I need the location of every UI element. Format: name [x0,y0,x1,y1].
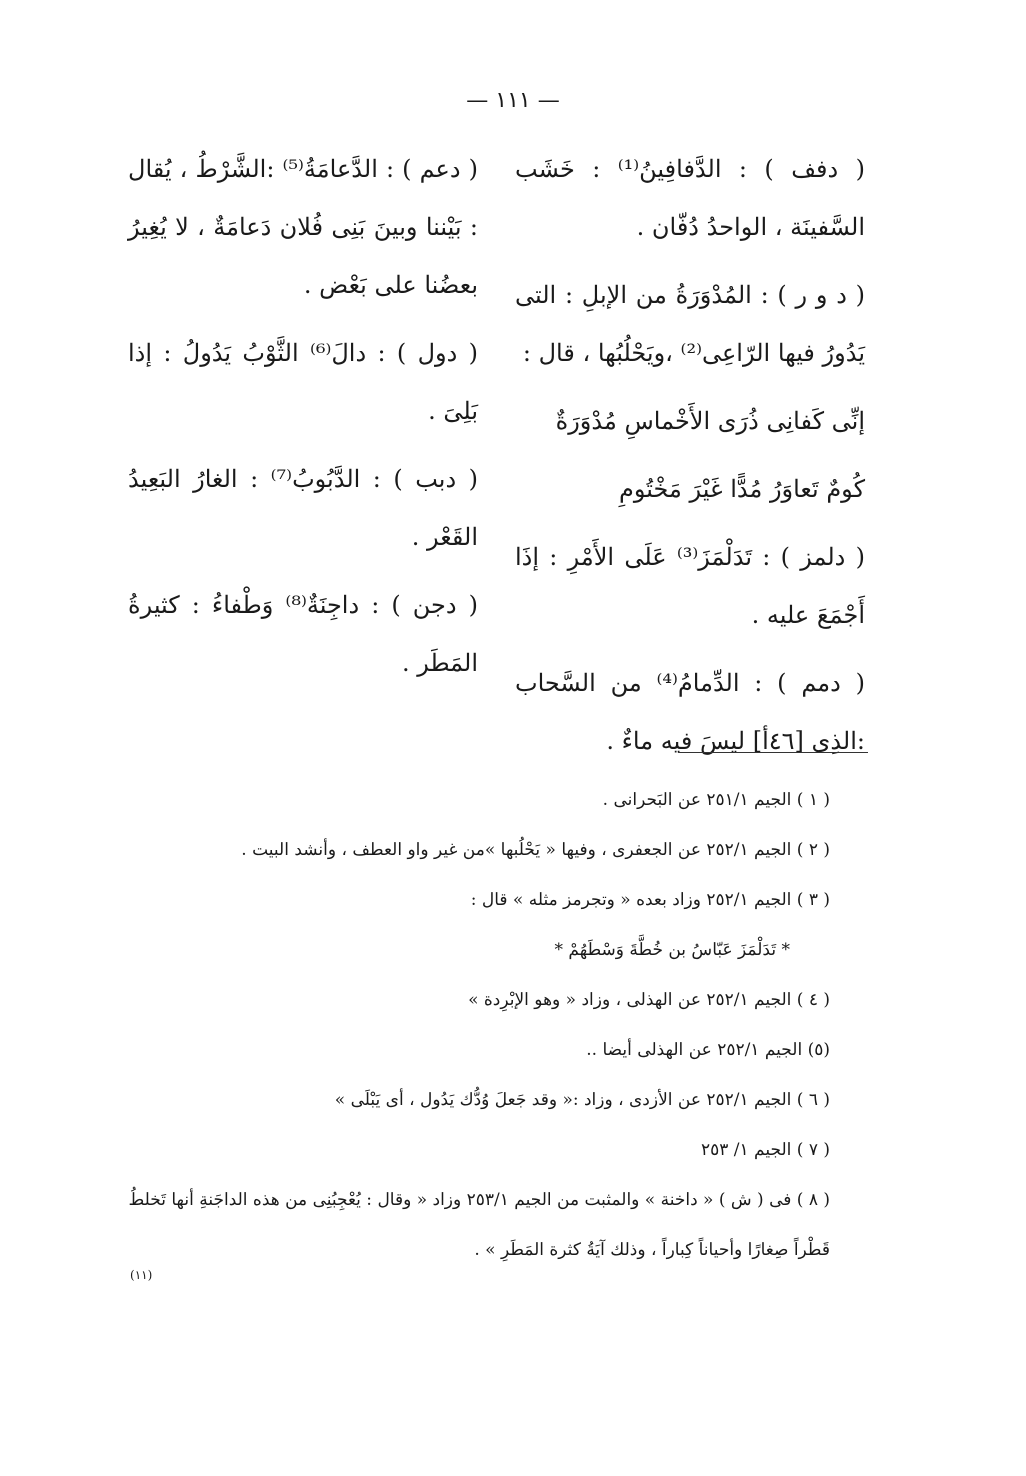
footnote-6: ( ٦ ) الجيم ٢٥٢/١ عن الأزدى ، وزاد :« وقد جَعلَ وُدُّك يَدُول ، أى يَبْلَى » [334,1090,830,1110]
folio-mark: (١١) [130,1268,153,1282]
entry-dwr: ( د و ر ) : المُدْوَرَةُ من الإبلِ : التى يَدُورُ فيها الرّاعِى⁽²⁾ ،ويَحْلُبُها ، قال : [515,281,865,367]
entry-daff: ( دفف ) : الدَّفافِينُ⁽¹⁾ : خَشَب السَّفينَة ، الواحدُ دُفّان . [515,155,865,241]
entry-daam: ( دعم ) : الدَّعامَةُ⁽⁵⁾ :الشَّرْطُ ، يُقال : بَيْننا وبينَ بَنِى فُلان دَعامَةٌ ، لا يُغِيرُ بعضُنا على بَعْض . [128,155,479,299]
verse-line-1: إنِّى كَفانِى ذُرَى الأَخْماسِ مُدْوَرَةٌ [555,407,865,435]
footnote-3: ( ٣ ) الجيم ٢٥٢/١ وزاد بعده « وتجرمز مثله » قال : [470,890,830,910]
entry-dajn: ( دجن ) : داجِنَةٌ⁽⁸⁾ وَطْفاءُ : كثيرةُ المَطَر . [128,591,478,677]
footnote-7: ( ٧ ) الجيم ١/ ٢٥٣ [700,1140,830,1160]
page-number: — ١١١ — [466,88,560,113]
right-column [515,140,865,780]
footnote-1: ( ١ ) الجيم ٢٥١/١ عن البَحرانى . [602,790,830,810]
footnote-8: ( ٨ ) فى ( ش ) « داخنة » والمثبت من الجيم ٢٥٣/١ وزاد « وقال : يُعْجِبُنِى من هذه الداجَنةِ أنها تَخلطُ قَطْراً صِغارًا وأحياناً كِباراً ، وذلك آيَةُ كثرة المَطَرِ » . [128,1190,830,1260]
footnote-separator [678,752,868,753]
footnotes [120,775,830,1275]
footnote-3-verse: * تَدَلْمَزَ عَبّاسُ بن خُطَّةَ وَسْطَهُمْ * [554,940,790,960]
entry-dalmaz: ( دلمز ) : تَدَلْمَزَ⁽³⁾ عَلَى الأَمْرِ : إذَا أَجْمَعَ عليه . [515,543,865,629]
footnote-5: (٥) الجيم ٢٥٢/١ عن الهذلى أيضا .. [586,1040,830,1060]
entry-damm: ( دمم ) : الدِّمامُ⁽⁴⁾ من السَّحاب :الذِى [٤٦أ] ليسَ فيه ماءٌ . [515,669,865,755]
footnote-2: ( ٢ ) الجيم ٢٥٢/١ عن الجعفرى ، وفيها « يَحْلُبها »من غير واو العطف ، وأنشد البيت . [241,840,830,860]
entry-dabb: ( دبب ) : الدَّبُوبُ⁽⁷⁾ : الغارُ البَعِيدُ القَعْر . [128,465,479,551]
entry-dawl: ( دول ) : دالَ⁽⁶⁾ الثَّوْبُ يَدُولُ : إذا بَلِىَ . [128,339,478,425]
footnote-4: ( ٤ ) الجيم ٢٥٢/١ عن الهذلى ، وزاد « وهو الإبْرِدة » [468,990,830,1010]
verse-line-2: كُومٌ تَعاوَرُ مُدًّا غَيْرَ مَخْتُومِ [619,475,865,503]
left-column [128,140,478,702]
